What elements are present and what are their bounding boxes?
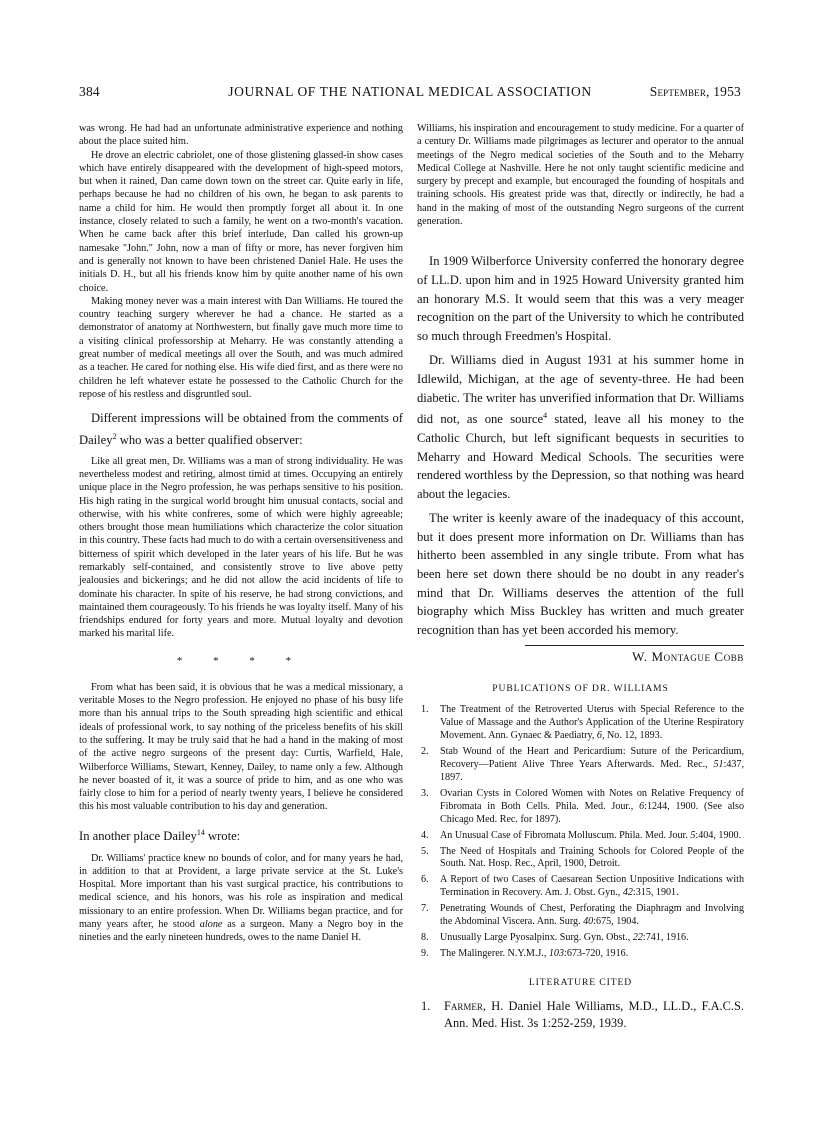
text-run: as a surgeon. Many a Negro boy in the nineties and the early nineteen hundreds, owes to the name Daniel H. bbox=[79, 919, 403, 944]
publications-list bbox=[417, 704, 744, 960]
citation-text: Daniel Hale Williams, M.D., LL.D., F.A.C.S. Ann. Med. Hist. 3s 1:252-259, 1939. bbox=[444, 998, 745, 1031]
text-run: Dr. Williams' practice knew no bounds of color, and for many years he had, in addition to that at Provident, a large private service at the St. Luke's Hospital. More important than his vast surgical practice, his contributions to medical science, and his honors, was his role as inspiration and medical missionary to an entire profession. When Dr. Williams began practice, and for many years after, he stood bbox=[79, 852, 403, 930]
citation-text: :675, 1904. bbox=[593, 916, 639, 928]
citation-text: An Unusual Case of Fibromata Molluscum. Phila. Med. Jour. bbox=[440, 829, 691, 841]
item-text bbox=[440, 746, 744, 785]
quotation: Williams, his inspiration and encouragement to study medicine. For a quarter of a century Dr. Williams made pilgrimages as lecturer and operator to the annual meetings of the Negro medical societies of the South and to the Meharry Medical College at Nashville. Here he not only taught scientific medicine and surgery by precept and example, but encouraged the founding of hospitals and training schools. His greatest pride was that, directly or indirectly, he had a hand in the making of most of the outstanding Negro surgeons of the current generation. bbox=[417, 123, 744, 228]
quotation bbox=[79, 852, 403, 945]
paragraph: In 1909 Wilberforce University conferred the honorary degree of LL.D. upon him and in 1925 Howard University granted him an honorary M.S. It would seem that this was a very meager recognition on the part of the University to which he contributed so much through Freedmen's Hospital. bbox=[417, 254, 744, 343]
item-number: 3. bbox=[421, 787, 429, 799]
issue-date: September, 1953 bbox=[649, 84, 741, 99]
volume-number: 40 bbox=[583, 916, 594, 928]
footnote-ref: 14 bbox=[196, 827, 205, 837]
paragraph: was wrong. He had had an unfortunate administrative experience and nothing about the place suited him. bbox=[79, 123, 403, 148]
citation-text: The Treatment of the Retroverted Uterus with Special Reference to the Value of Massage and the Author's Application of the Uterine Respiratory Movement. Ann. Gynaec & Paediatry, bbox=[440, 704, 744, 742]
item-number: 6. bbox=[421, 874, 429, 886]
item-number: 4. bbox=[421, 829, 429, 841]
right-column bbox=[417, 122, 744, 1036]
publication-item bbox=[417, 903, 744, 929]
literature-list bbox=[417, 998, 744, 1033]
volume-number: 42 bbox=[622, 887, 633, 899]
item-text bbox=[440, 704, 744, 743]
cited-author: Farmer, H. bbox=[444, 998, 504, 1013]
citation-text: , No. 12, 1893. bbox=[601, 730, 663, 742]
author-signature: W. Montague Cobb bbox=[525, 645, 744, 665]
left-column bbox=[79, 122, 403, 945]
paragraph: Making money never was a main interest with Dan Williams. He toured the country teaching surgery wherever he had a chance. He started as a demonstrator of anatomy at Northwestern, but finally gave much more time to a visiting clinical professorship at Meharry. He was constantly attending a great number of medical meetings all over the South, and was much admired as a teacher. He cared for nothing else. His wife died first, and as there were no children he left whatever estate he possessed to the Catholic Church for the repose of his restless and disgruntled soul. bbox=[79, 295, 403, 400]
literature-heading: LITERATURE CITED bbox=[528, 976, 633, 988]
citation-text: The Need of Hospitals and Training Schools for Colored People of the South. Nat. Hosp. Rec., April, 1900, Detroit. bbox=[440, 845, 744, 870]
citation-text: :437, 1897. bbox=[440, 759, 744, 783]
emphasis: alone bbox=[199, 919, 223, 930]
publication-item bbox=[417, 746, 744, 785]
citation-text: :741, 1916. bbox=[642, 931, 689, 943]
citation-text: The Malingerer. N.Y.M.J., bbox=[440, 947, 549, 959]
intro-text: wrote: bbox=[204, 828, 241, 843]
citation-text: :673-720, 1916. bbox=[564, 947, 629, 959]
paragraph bbox=[417, 351, 744, 503]
paragraph: The writer is keenly aware of the inadequacy of this account, but it does present more information on Dr. Williams than has hitherto been assembled in any single tribute. From what has been here set down there should be no doubt in any reader's mind that Dr. Williams deserves the attention of the full biography which Miss Buckley has written and much greater recognition than has yet been accorded his memory. bbox=[417, 511, 744, 637]
item-number: 2. bbox=[421, 746, 429, 758]
publications-heading: PUBLICATIONS OF DR. WILLIAMS bbox=[492, 683, 669, 695]
quotation: From what has been said, it is obvious that he was a medical missionary, a veritable Moses to the Negro profession. He enjoyed no phase of his busy life more than his annual trips to the South spreading high scientific and ethical ideals of professional work, to say nothing of the priceless benefits of his skill to the suffering. It may be truly said that he had a hand in the making of most of the active negro surgeons of the present day: Curtis, Warfield, Hale, Wilberforce Williams, Stewart, Kenney, Dailey, to name only a few. Although he never boasted of it, it was a source of pride to him, and as one who was fairly close to him for a period of nearly twenty years, I believe he considered this his most valuable contribution to his day and generation. bbox=[79, 681, 403, 813]
citation-text: Unusually Large Pyosalpinx. Surg. Gyn. Obst., bbox=[440, 931, 633, 943]
intro-text: In another place Dailey bbox=[79, 828, 197, 843]
footnote-ref: 4 bbox=[543, 411, 548, 421]
item-number: 1. bbox=[421, 998, 431, 1013]
item-text bbox=[444, 998, 744, 1033]
journal-title: JOURNAL OF THE NATIONAL MEDICAL ASSOCIATION bbox=[228, 84, 592, 99]
publication-item bbox=[417, 846, 744, 872]
quotation: Like all great men, Dr. Williams was a man of strong individuality. He was nevertheless modest and retiring, almost timid at times. Occupying an entirely unique place in the Negro profession, he was perhaps sensitive to his position. His high rating in the surgical world brought him unusual contacts, social and otherwise, with his white confreres, some of which were highly agreeable; others brought those mean humiliations which characterize the color situation in this country. These facts had much to do with a certain oversensitiveness and bitterness of spirit which developed in the later years of his life. But he was remarkably self-contained, and consistently strove to live above petty jealousies and bickerings; and he did not allow the acid incidents of life to dominate his character. In spite of his reserve, he had strong convictions, and maintained them courageously. To his friends he was loyalty itself. Many of his friendships endured for forty years and more. Mutual loyalty and devotion marked his marital life. bbox=[79, 455, 403, 640]
item-text bbox=[440, 874, 744, 900]
citation-text: Ovarian Cysts in Colored Women with Notes on Relative Frequency of Fibromata in Both Cells. Phila. Med. Jour., bbox=[440, 787, 744, 812]
citation-text: :404, 1900. bbox=[695, 829, 742, 841]
citation-text: :315, 1901. bbox=[632, 887, 679, 899]
volume-number: 22 bbox=[632, 931, 643, 943]
literature-item bbox=[417, 998, 744, 1033]
paragraph-intro bbox=[79, 409, 403, 449]
citation-text: Stab Wound of the Heart and Pericardium: Suture of the Pericardium, Recovery—Patient Alive Three Years Afterwards. Med. Rec., bbox=[440, 746, 744, 771]
volume-number: 51 bbox=[713, 759, 724, 771]
citation-text: Penetrating Wounds of Chest, Perforating the Diaphragm and Involving the Abdominal Viscera. Ann. Surg. bbox=[440, 903, 744, 928]
text-run: stated, leave all his money to the Catholic Church, but left significant bequests in securities to Meharry and Howard Medical Schools. The securities were rendered worthless by the Depression, so that nothing was heard about the legacies. bbox=[417, 412, 744, 501]
item-text bbox=[440, 903, 744, 929]
publication-item bbox=[417, 932, 744, 945]
volume-number: 103 bbox=[548, 947, 565, 959]
volume-number: 6 bbox=[596, 730, 602, 742]
item-text bbox=[440, 830, 744, 843]
footnote-ref: 2 bbox=[112, 431, 117, 441]
citation-text: :1244, 1900. (See also Chicago Med. Rec. for 1897). bbox=[440, 800, 744, 825]
volume-number: 5 bbox=[690, 829, 696, 841]
volume-number: 6 bbox=[639, 800, 645, 812]
page-number: 384 bbox=[79, 84, 100, 99]
paragraph-intro bbox=[79, 824, 403, 846]
item-text bbox=[440, 948, 744, 961]
item-number: 5. bbox=[421, 845, 429, 857]
item-text bbox=[440, 932, 744, 945]
intro-text: who was a better qualified observer: bbox=[116, 433, 303, 448]
publication-item bbox=[417, 948, 744, 961]
paragraph: He drove an electric cabriolet, one of those glistening glassed-in show cases which have entirely disappeared with the development of high-speed motors, but when it rained, Dan came down town on the street car. Quite early in life, perhaps because he had no children of his own, he began to ask parents to name a child for him. He would then promptly forget all about it. In one instance, closely related to such a family, he went on a two-month's vacation. When he came back after this brief interlude, Dan called his grown-up namesake "John." John, now a man of fifty or more, has never forgiven him and is generally not known to have been christened Daniel Hale. He uses the initials D. H., but all his friends know him by quite another name of his own choice. bbox=[79, 149, 403, 294]
running-header bbox=[79, 84, 741, 104]
intro-text: Different impressions will be obtained from the comments of Dailey bbox=[79, 411, 403, 448]
item-number: 1. bbox=[421, 704, 429, 716]
item-text bbox=[440, 788, 744, 827]
publication-item bbox=[417, 830, 744, 843]
publication-item bbox=[417, 874, 744, 900]
item-number: 8. bbox=[421, 931, 429, 943]
publication-item bbox=[417, 788, 744, 827]
item-number: 9. bbox=[421, 947, 429, 959]
text-run: Dr. Williams died in August 1931 at his summer home in Idlewild, Michigan, at the age of seventy-three. He had been diabetic. The writer has unverified information that Dr. Williams did not, as one source bbox=[417, 353, 744, 427]
item-text bbox=[440, 846, 744, 872]
citation-text: A Report of two Cases of Caesarean Section Unpositive Indications with Termination in Recovery. Am. J. Obst. Gyn., bbox=[440, 874, 744, 899]
publication-item bbox=[417, 704, 744, 743]
section-break: * * * * bbox=[176, 654, 306, 667]
item-number: 7. bbox=[421, 903, 429, 915]
